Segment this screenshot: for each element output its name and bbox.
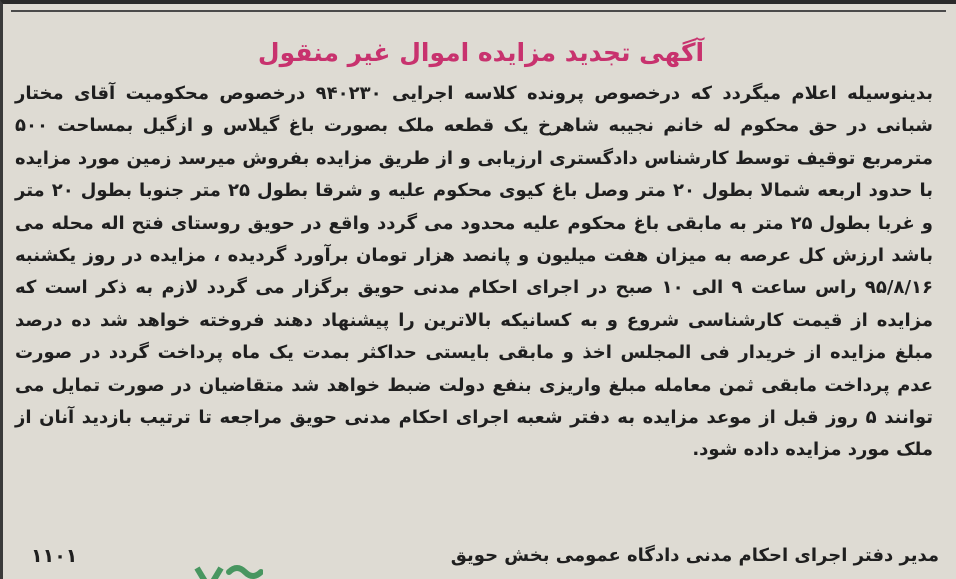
ad-number: ۱۱۰۱ — [31, 545, 78, 567]
notice-title: آگهی تجدید مزایده اموال غیر منقول — [257, 38, 705, 67]
green-stamp-mark — [193, 562, 263, 579]
stamp-mark-icon — [193, 562, 263, 579]
top-border-line — [11, 10, 946, 12]
signature-line: مدیر دفتر اجرای احکام مدنی دادگاه عمومی بخش حویق — [450, 545, 939, 566]
notice-body: بدینوسیله اعلام میگردد که درخصوص پرونده کلاسه اجرایی ۹۴۰۲۳۰ درخصوص محکومیت آقای مختار شبانی در حق محکوم له خانم نجیبه شاهرخ یک قطعه ملک بصورت باغ گیلاس و ازگیل بمساحت ۵۰۰ مترمربع توقیف توسط کارشناس دادگستری ارزیابی و از طریق مزایده بفروش میرسد زمین مورد مزایده با حدود اربعه شمالا بطول ۲۰ متر وصل باغ کیوی محکوم علیه و شرقا بطول ۲۵ متر جنوبا بطول ۲۰ متر و غربا بطول ۲۵ متر به مابقی باغ محکوم علیه محدود می گردد واقع در حویق روستای فتح اله محله می باشد ارزش کل عرصه به میزان هفت میلیون و پانصد هزار تومان برآورد گردیده ، مزایده در روز یکشنبه ۹۵/۸/۱۶ راس ساعت ۹ الی ۱۰ صبح در اجرای احکام مدنی حویق برگزار می گردد لازم به ذکر است که مزایده از قیمت کارشناسی شروع و به کسانیکه بالاترین را پیشنهاد دهند فروخته خواهد شد ده درصد مبلغ مزایده از خریدار فی المجلس اخذ و مابقی بایستی حداکثر بمدت یک ماه پرداخت گردد در صورت عدم پرداخت مابقی ثمن معامله مبلغ واریزی بنفع دولت ضبط خواهد شد متقاضیان در صورت تمایل می توانند ۵ روز قبل از موعد مزایده به دفتر شعبه اجرای احکام مدنی حویق مراجعه تا ترتیب بازدید آنان از ملک مورد مزایده داده شود. — [15, 83, 934, 461]
notice-footer — [3, 542, 939, 570]
